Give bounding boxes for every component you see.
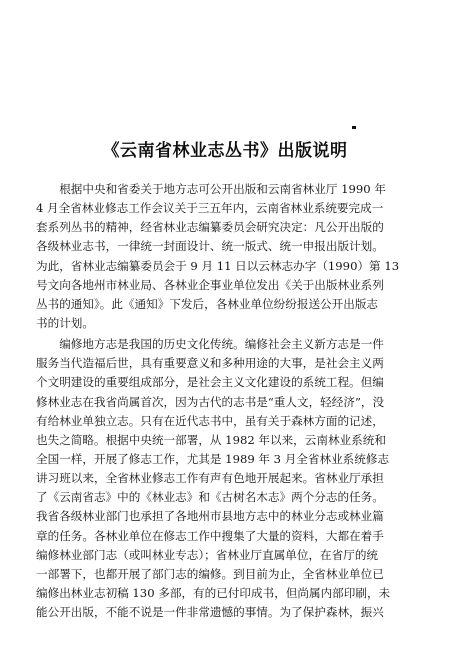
text-line: 4 月全省林业修志工作会议关于三五年内，云南省林业系统要完成一	[36, 201, 384, 216]
paragraph-publication-notice	[36, 180, 421, 333]
text-line: 了《云南省志》中的《林业志》和《古树名木志》两个分志的任务。	[36, 490, 384, 505]
text-line: 讲习班以来，全省林业修志工作有声有色地开展起来。省林业厅承担	[36, 471, 384, 486]
text-line: 个文明建设的重要组成部分，是社会主义文化建设的系统工程。但编	[36, 375, 384, 390]
document-body	[36, 180, 421, 622]
text-line: 书的计划。	[36, 315, 94, 330]
text-line: 为此，省林业志编纂委员会于 9 月 11 日以云林志办字（1990）第 13	[36, 258, 400, 273]
text-line: 全国一样，开展了修志工作，尤其是 1989 年 3 月全省林业系统修志	[36, 451, 390, 466]
text-line: 编修出林业志初稿 130 多部，有的已付印成书，但尚属内部印刷，未	[36, 585, 391, 600]
text-line: 号文向各地州市林业局、各林业企事业单位发出《关于出版林业系列	[36, 277, 384, 292]
text-line: 套系列丛书的精神，经省林业志编纂委员会研究决定：凡公开出版的	[36, 220, 384, 235]
text-line: 一部署下，也都开展了部门志的编修。到目前为止，全省林业单位已	[36, 566, 384, 581]
text-line: 编修林业部门志（或叫林业专志）；省林业厅直属单位，在省厅的统	[36, 547, 379, 562]
text-line: 各级林业志书，一律统一封面设计、统一版式、统一申报出版计划。	[36, 239, 384, 254]
text-line: 编修地方志是我国的历史文化传统。编修社会主义新方志是一件	[36, 337, 384, 352]
paragraph-local-chronicles	[36, 335, 421, 622]
text-line: 丛书的通知》。此《通知》下发后，各林业单位纷纷报送公开出版志	[36, 296, 379, 311]
text-line: 服务当代造福后世，具有重要意义和多种用途的大事，是社会主义两	[36, 356, 384, 371]
text-line: 也失之简略。根据中央统一部署，从 1982 年以来，云南林业系统和	[36, 432, 386, 447]
print-mark	[352, 126, 356, 129]
text-line: 能公开出版，不能不说是一件非常遗憾的事情。为了保护森林，振兴	[36, 605, 384, 620]
text-line: 有给林业单独立志。只有在近代志书中，虽有关于森林方面的记述，	[36, 413, 384, 428]
text-line: 修林业志在我省尚属首次，因为古代的志书是“重人文，轻经济”，没	[36, 394, 385, 409]
text-line: 根据中央和省委关于地方志可公开出版和云南省林业厅 1990 年	[36, 182, 386, 196]
text-line: 我省各级林业部门也承担了各地州市县地方志中的林业分志或林业篇	[36, 509, 384, 524]
text-line: 章的任务。各林业单位在修志工作中搜集了大量的资料，大都在着手	[36, 528, 384, 543]
document-title: 《云南省林业志丛书》出版说明	[102, 141, 348, 161]
